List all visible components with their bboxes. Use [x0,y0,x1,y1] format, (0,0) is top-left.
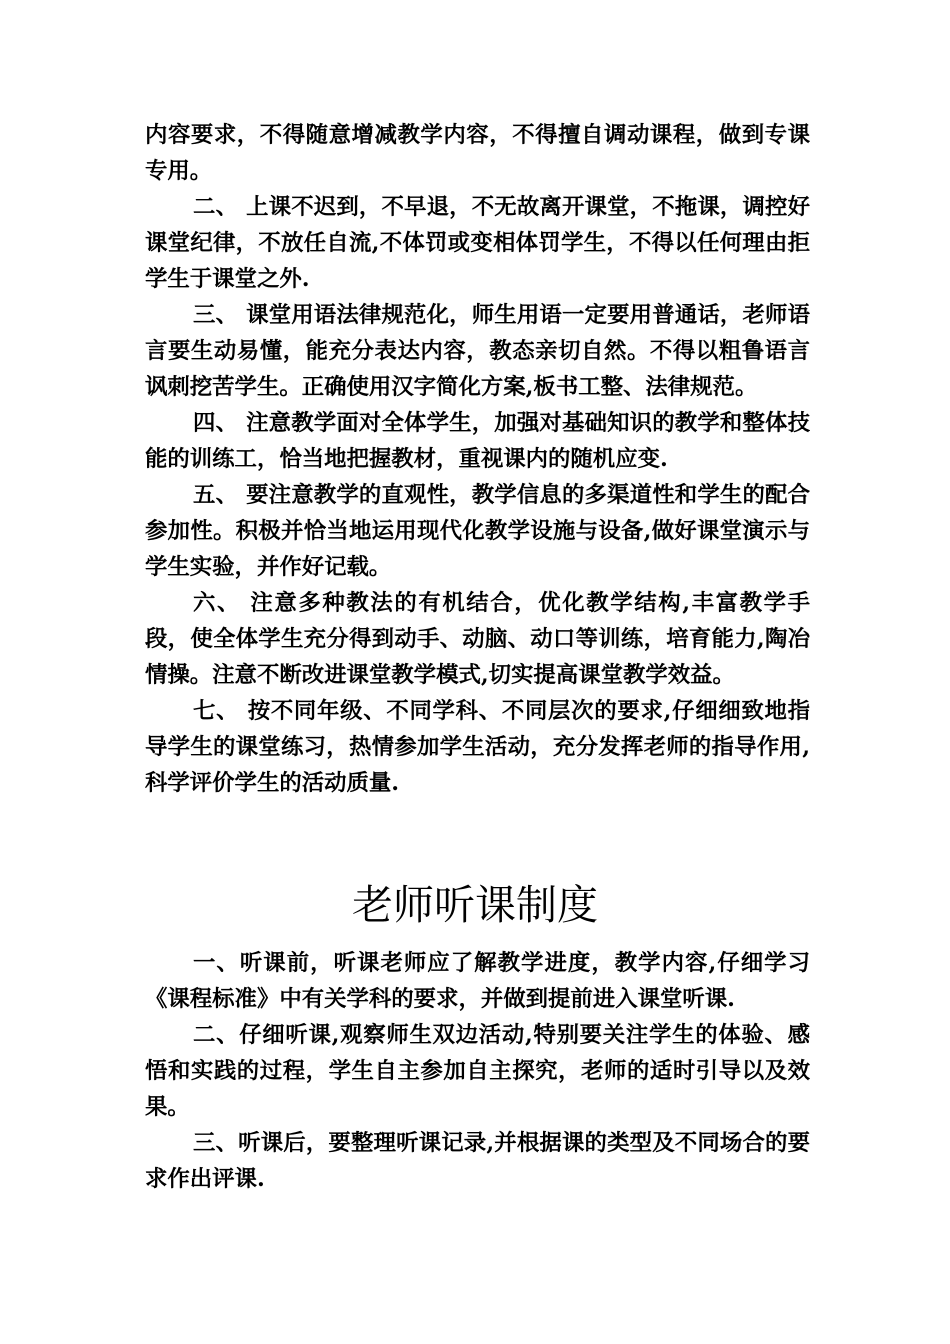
paragraph-continuation: 内容要求，不得随意增减教学内容，不得擅自调动课程，做到专课专用。 [145,122,810,184]
observation-item-1: 一、听课前，听课老师应了解教学进度，教学内容,仔细学习《课程标准》中有关学科的要求，并做到提前进入课堂听课. [145,950,810,1012]
paragraph-item-2: 二、 上课不迟到，不早退，不无故离开课堂，不拖课，调控好课堂纪律，不放任自流,不体罚或变相体罚学生，不得以任何理由拒学生于课堂之外. [145,194,810,292]
observation-item-3: 三、听课后，要整理听课记录,并根据课的类型及不同场合的要求作出评课. [145,1130,810,1192]
lesson-observation-section [145,945,810,1197]
paragraph-item-6: 六、 注意多种教法的有机结合，优化教学结构,丰富教学手段，使全体学生充分得到动手、动脑、动口等训练，培育能力,陶冶情操。注意不断改进课堂教学模式,切实提高课堂教学效益。 [145,590,810,688]
paragraph-item-7: 七、 按不同年级、不同学科、不同层次的要求,仔细细致地指导学生的课堂练习，热情参加学生活动，充分发挥老师的指导作用,科学评价学生的活动质量. [145,698,810,796]
paragraph-item-4: 四、 注意教学面对全体学生，加强对基础知识的教学和整体技能的训练工，恰当地把握教材，重视课内的随机应变. [145,410,810,472]
section-title: 老师听课制度 [352,881,598,929]
paragraph-item-3: 三、 课堂用语法律规范化，师生用语一定要用普通话，老师语言要生动易懂，能充分表达内容，教态亲切自然。不得以粗鲁语言讽刺挖苦学生。正确使用汉字简化方案,板书工整、法律规范。 [145,302,810,400]
classroom-rules-section [145,117,810,801]
observation-item-2: 二、仔细听课,观察师生双边活动,特别要关注学生的体验、感悟和实践的过程，学生自主参加自主探究，老师的适时引导以及效果。 [145,1022,810,1120]
paragraph-item-5: 五、 要注意教学的直观性，教学信息的多渠道性和学生的配合参加性。积极并恰当地运用现代化教学设施与设备,做好课堂演示与学生实验，并作好记载。 [145,482,810,580]
